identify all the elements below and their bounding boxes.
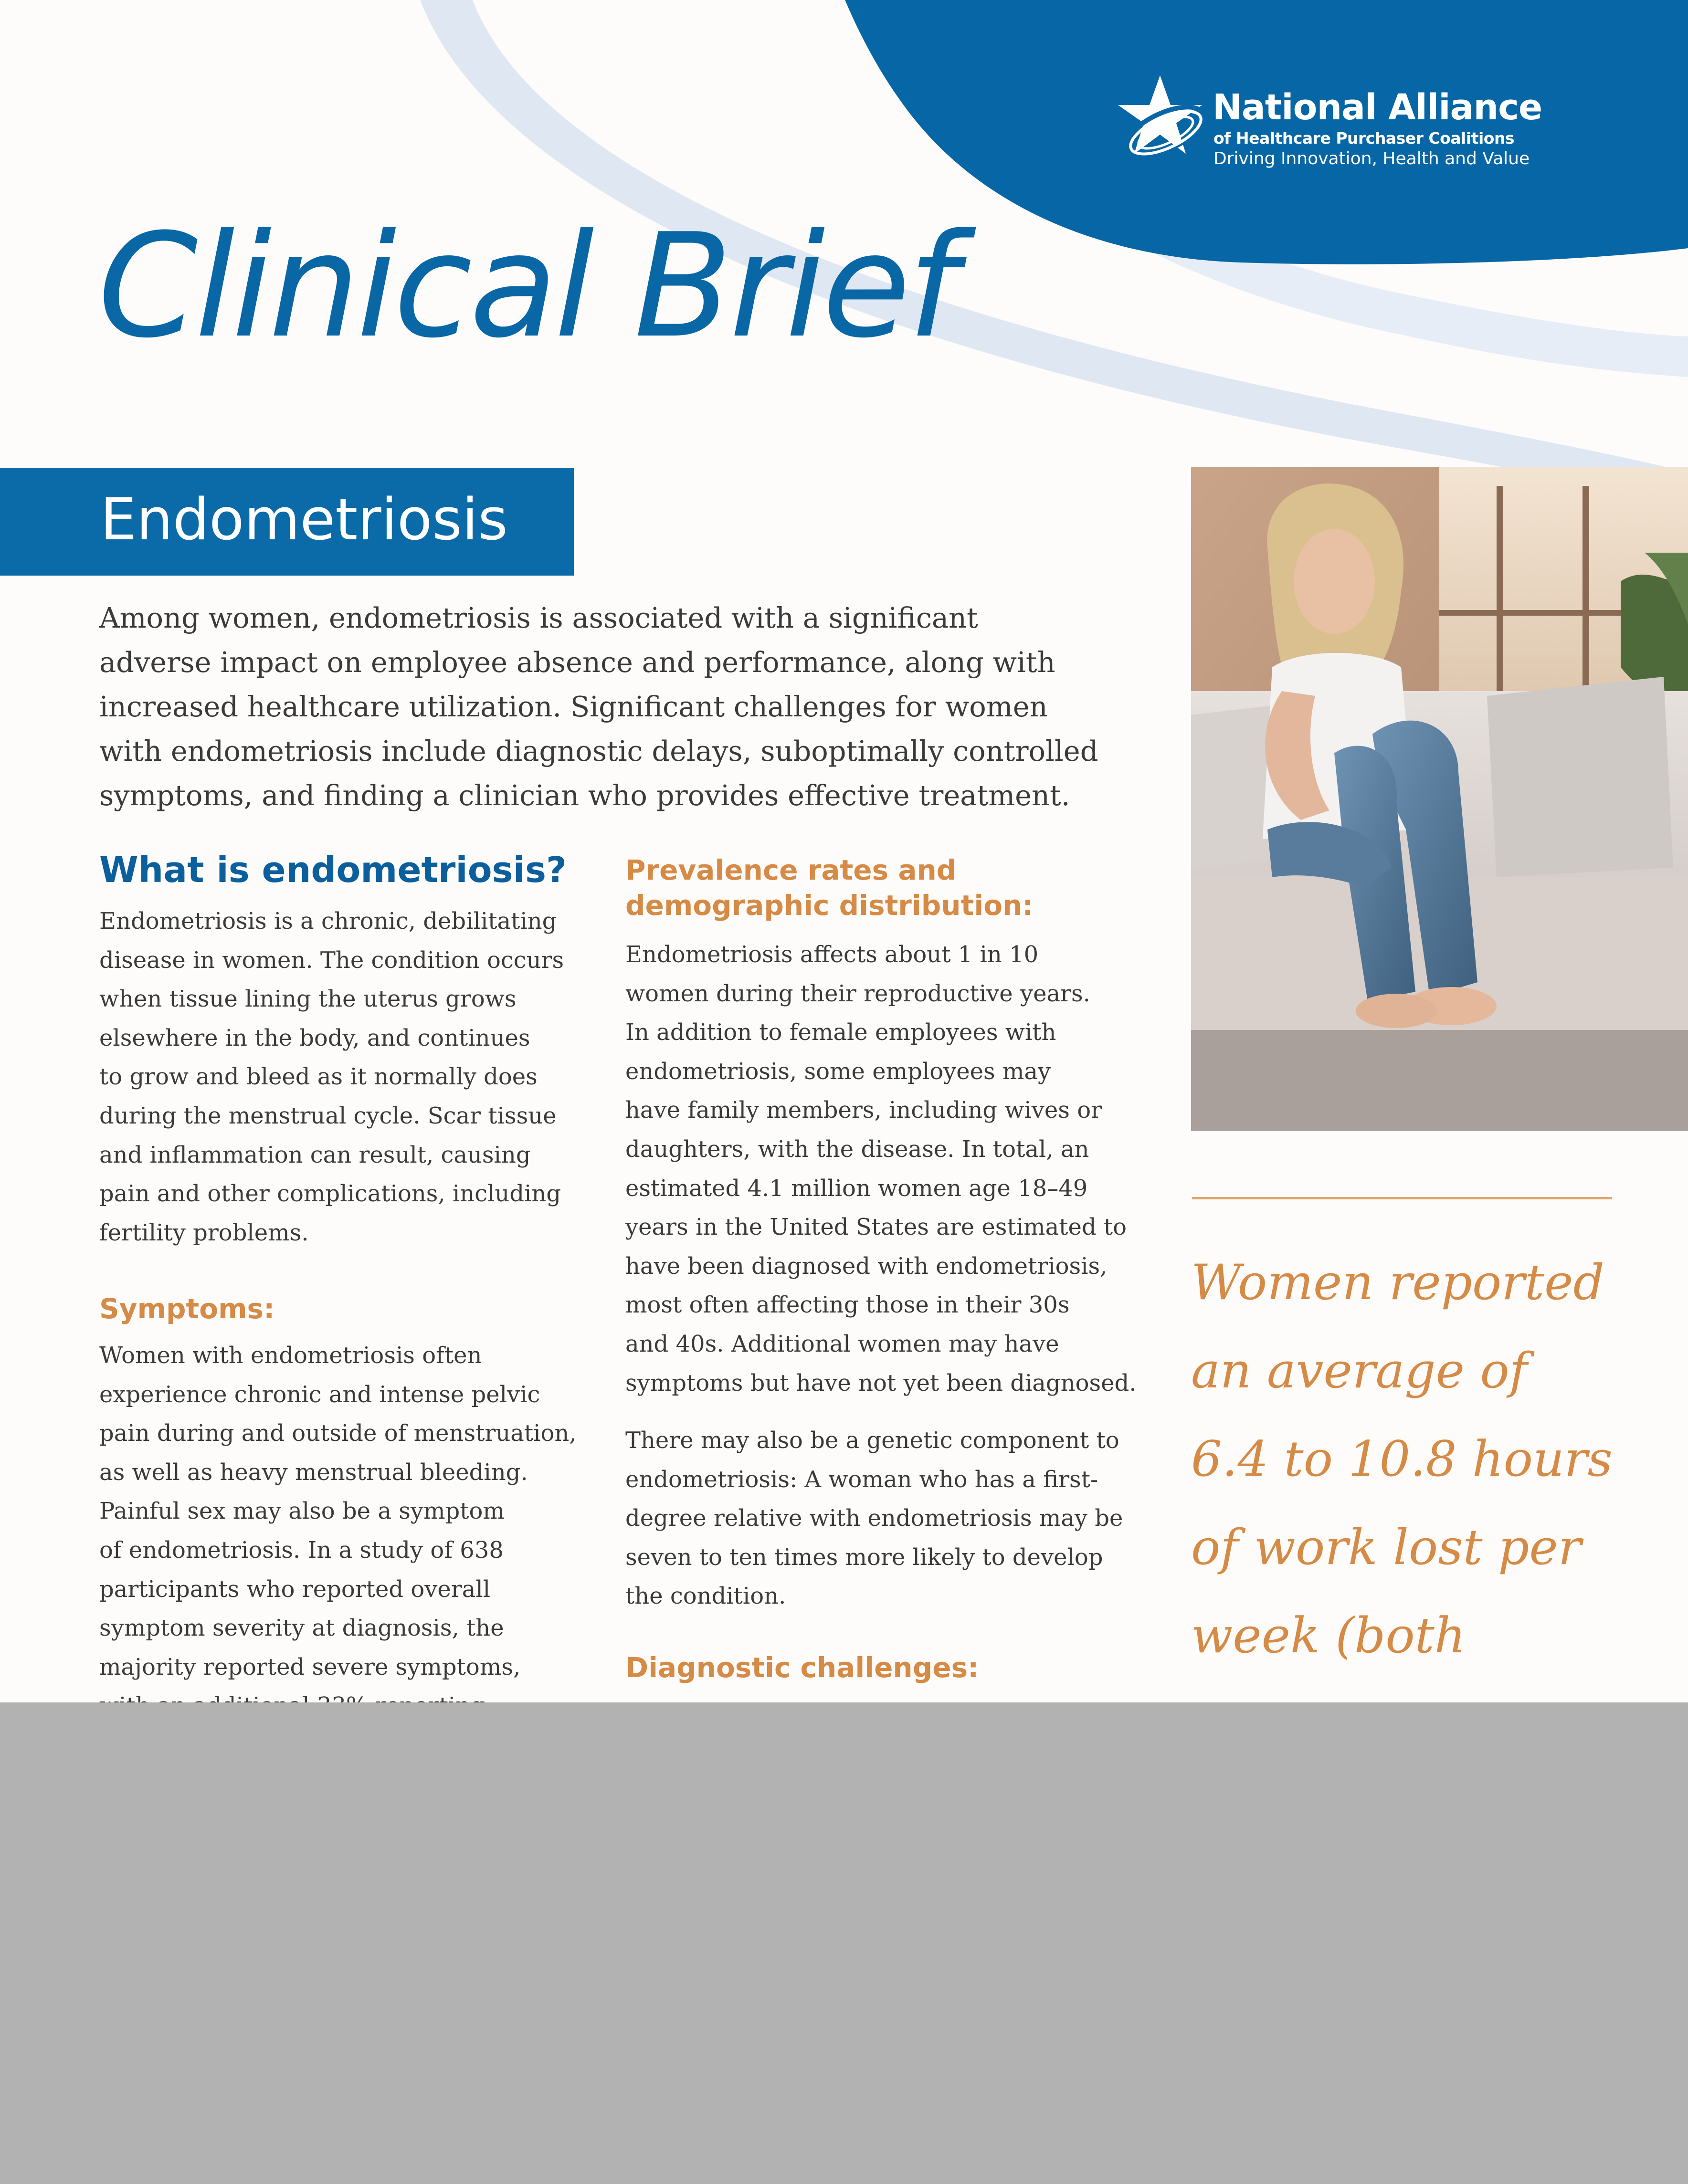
- body-line: fertility problems.: [99, 1219, 309, 1246]
- body-line: to grow and bleed as it normally does: [99, 1063, 538, 1091]
- body-line: endometriosis, some employees may: [625, 1058, 1051, 1085]
- symptoms-heading: Symptoms:: [99, 1292, 275, 1325]
- logo-name: National Alliance: [1213, 87, 1542, 128]
- body-line: during the menstrual cycle. Scar tissue: [99, 1102, 557, 1129]
- prevalence-paragraph: [625, 935, 1136, 1403]
- body-line: Women with endometriosis often: [99, 1342, 482, 1369]
- callout-divider: [1192, 1197, 1612, 1199]
- body-line: daughters, with the disease. In total, an: [625, 1135, 1089, 1163]
- body-line: endometriosis: A woman who has a first-: [625, 1466, 1098, 1493]
- woman-on-sofa-photo: [1191, 467, 1688, 1131]
- body-line: disease in women. The condition occurs: [99, 946, 564, 974]
- body-line: experience chronic and intense pelvic: [99, 1381, 540, 1408]
- what-is-paragraph: [99, 902, 564, 1252]
- prevalence-heading-line: Prevalence rates and: [625, 854, 957, 886]
- topic-title: Endometriosis: [100, 487, 508, 553]
- body-line: and inflammation can result, causing: [99, 1141, 531, 1168]
- callout-line: Women reported: [1191, 1254, 1604, 1311]
- grey-overlay-panel: [0, 1702, 1688, 2184]
- intro-paragraph: [99, 596, 1102, 818]
- intro-line: Among women, endometriosis is associated with a significant: [99, 601, 978, 634]
- intro-line: adverse impact on employee absence and performance, along with: [99, 646, 1055, 679]
- national-alliance-logo[interactable]: [1112, 72, 1571, 177]
- body-line: Endometriosis is a chronic, debilitating: [99, 908, 557, 934]
- genetic-paragraph: [625, 1421, 1123, 1616]
- intro-line: increased healthcare utilization. Significant challenges for women: [99, 690, 1048, 723]
- body-line: women during their reproductive years.: [625, 980, 1090, 1007]
- diagnostic-heading: Diagnostic challenges:: [625, 1651, 979, 1684]
- body-line: symptoms but have not yet been diagnosed.: [625, 1369, 1137, 1396]
- body-line: the condition.: [625, 1583, 786, 1610]
- body-line: seven to ten times more likely to develop: [625, 1544, 1103, 1571]
- body-line: pain and other complications, including: [99, 1180, 561, 1208]
- body-line: elsewhere in the body, and continues: [99, 1024, 530, 1051]
- body-line: when tissue lining the uterus grows: [99, 986, 517, 1013]
- body-line: have been diagnosed with endometriosis,: [625, 1252, 1108, 1280]
- body-line: estimated 4.1 million women age 18–49: [625, 1175, 1088, 1202]
- body-line: degree relative with endometriosis may be: [625, 1505, 1123, 1532]
- body-line: have family members, including wives or: [625, 1097, 1102, 1124]
- intro-line: with endometriosis include diagnostic delays, suboptimally controlled: [99, 735, 1098, 767]
- prevalence-heading-line: demographic distribution:: [625, 889, 1034, 922]
- body-line: participants who reported overall: [99, 1575, 491, 1603]
- callout-quote: [1191, 1239, 1613, 1768]
- body-line: pain during and outside of menstruation,: [99, 1420, 577, 1447]
- body-line: as well as heavy menstrual bleeding.: [99, 1459, 528, 1486]
- left-column: [99, 850, 567, 891]
- body-line: years in the United States are estimated to: [625, 1214, 1127, 1241]
- document-title: Clinical Brief: [98, 203, 955, 369]
- symptoms-paragraph: [99, 1336, 577, 1726]
- body-line: majority reported severe symptoms,: [99, 1653, 521, 1680]
- callout-line: of work lost per: [1191, 1519, 1582, 1576]
- callout-line: 6.4 to 10.8 hours: [1191, 1431, 1613, 1488]
- prevalence-heading: [625, 852, 1034, 923]
- body-line: and 40s. Additional women may have: [625, 1330, 1059, 1357]
- logo-subtitle: of Healthcare Purchaser Coalitions: [1213, 129, 1515, 147]
- callout-line: an average of: [1191, 1343, 1528, 1399]
- body-line: symptom severity at diagnosis, the: [99, 1615, 504, 1642]
- star-orbit-icon: [1112, 72, 1208, 167]
- body-line: There may also be a genetic component to: [625, 1427, 1119, 1454]
- body-line: Endometriosis affects about 1 in 10: [625, 941, 1039, 968]
- body-line: of endometriosis. In a study of 638: [99, 1536, 504, 1564]
- callout-line: week (both: [1191, 1607, 1466, 1664]
- intro-line: symptoms, and finding a clinician who provides effective treatment.: [99, 779, 1070, 812]
- body-line: most often affecting those in their 30s: [625, 1292, 1070, 1319]
- what-is-heading: What is endometriosis?: [99, 850, 567, 891]
- body-line: Painful sex may also be a symptom: [99, 1498, 505, 1525]
- topic-banner: [0, 468, 574, 576]
- logo-tagline: Driving Innovation, Health and Value: [1213, 149, 1530, 168]
- body-line: In addition to female employees with: [625, 1019, 1056, 1046]
